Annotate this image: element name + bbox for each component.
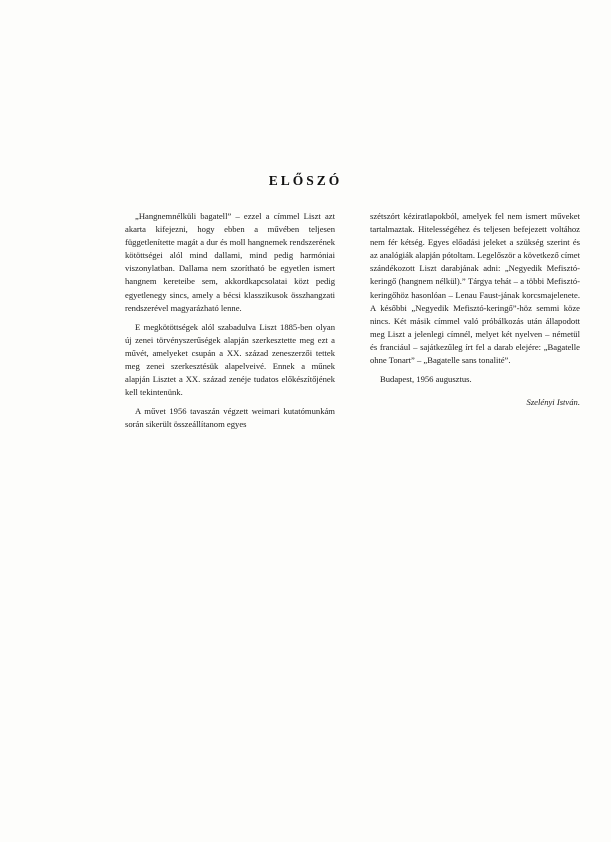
paragraph-3: A művet 1956 tavaszán végzett weimari kutatómunkám során sikerült összeállítanom egyes <box>125 406 335 430</box>
page-title: ELŐSZÓ <box>268 173 343 188</box>
left-column <box>125 210 335 438</box>
paragraph-2: E megkötöttségek alól szabadulva Liszt 1885-ben olyan új zenei törvényszerűségek alapján szerkesztette meg ezt a művét, amelyeket csupán a XX. század zeneszerzői tettek meg zenei szerkesztésük alapelveivé. Ennek a műnek alapján Lisztet a XX. század zenéje tudatos előkészítőjének kell tekintenünk. <box>125 321 335 398</box>
right-column <box>370 210 580 409</box>
paragraph-1: „Hangnemnélküli bagatell” – ezzel a címmel Liszt azt akarta kifejezni, hogy ebben a művében teljesen függetlenítette magát a dur és moll hangnemek rendszerének kötöttségei alól mind dallami, mind pedig harmóniai viszonylatban. Dallama nem szorítható be egyetlen ismert hangnem kereteibe sem, akkordkapcsolatai közt pedig egyetlenegy sincs, amely a bécsi klasszikusok összhangzati rendszerével magyarázható lenne. <box>125 211 335 313</box>
date-line: Budapest, 1956 augusztus. <box>380 374 472 385</box>
paragraph-3-continued: szétszórt kéziratlapokból, amelyek fel nem ismert műveket tartalmaztak. Hitelességéhez és teljesen befejezett voltához nem fér kétség. Egyes előadási jeleket a szükség szerint és az analógiák alapján pótoltam. Legelőször a következő címet szándékozott Liszt darabjának adni: „Negyedik Mefisztó-keringő (hangnem nélkül).” Tárgya tehát – a többi Mefisztó-keringőhöz hasonlóan – Lenau Faust-jának korcsmajelenete. A későbbi „Negyedik Mefisztó-keringő”-höz semmi köze nincs. Két másik címmel való próbálkozás után állapodott meg Liszt a jelenlegi címnél, melyet két nyelven – németül és franciául – sajátkezűleg írt fel a darab elejére: „Bagatelle ohne Tonart” – „Bagatelle sans tonalité”. <box>370 211 580 366</box>
signature: Szelényi István. <box>526 397 580 408</box>
